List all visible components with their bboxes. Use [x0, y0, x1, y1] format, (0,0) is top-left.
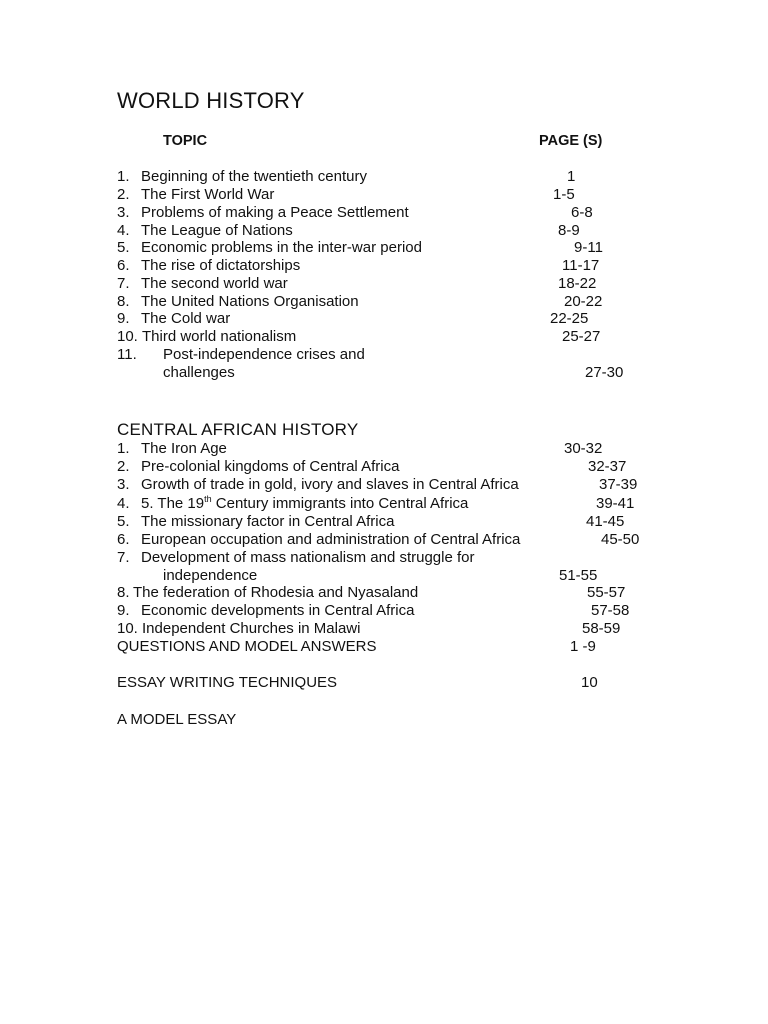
section-title-central-african-history: CENTRAL AFRICAN HISTORY: [117, 420, 359, 439]
pages-column-header: PAGE (S): [539, 133, 603, 149]
item-title: The missionary factor in Central Africa: [141, 513, 395, 530]
item-number: 6.: [117, 531, 130, 548]
item-title: Problems of making a Peace Settlement: [141, 204, 409, 221]
item-number: 3.: [117, 204, 130, 221]
item-pages: 11-17: [562, 257, 600, 274]
item-title: The federation of Rhodesia and Nyasaland: [133, 584, 419, 601]
item-number: 10.: [117, 328, 138, 345]
item-pages: 41-45: [586, 513, 625, 530]
item-number: 11.: [117, 346, 137, 363]
item-pages: 30-32: [564, 440, 603, 457]
item-pages: 20-22: [564, 293, 603, 310]
item-title: Post-independence crises and: [163, 346, 365, 363]
item-pages: 9-11: [574, 239, 603, 256]
ordinal-superscript: th: [204, 494, 212, 504]
section-title-world-history: WORLD HISTORY: [117, 88, 305, 113]
topic-column-header: TOPIC: [163, 133, 208, 149]
item-title-part: 5. The 19: [141, 495, 205, 512]
item-number: 2.: [117, 458, 130, 475]
item-title: Independent Churches in Malawi: [142, 620, 361, 637]
item-title: The Iron Age: [141, 440, 227, 457]
item-pages: 8-9: [558, 222, 580, 239]
item-pages: 39-41: [596, 495, 635, 512]
item-pages: 55-57: [587, 584, 626, 601]
item-title: The Cold war: [141, 310, 231, 327]
item-number: 5.: [117, 239, 130, 256]
item-pages: 10: [581, 674, 598, 691]
item-pages: 6-8: [571, 204, 593, 221]
item-pages: 1: [567, 168, 576, 185]
item-number: 9.: [117, 602, 130, 619]
item-title: Pre-colonial kingdoms of Central Africa: [141, 458, 400, 475]
item-number: 7.: [117, 275, 130, 292]
item-title: Beginning of the twentieth century: [141, 168, 367, 185]
item-number: 8.: [117, 584, 130, 601]
item-title: The second world war: [141, 275, 288, 292]
item-pages: 57-58: [591, 602, 630, 619]
item-title: The First World War: [141, 186, 275, 203]
item-pages: 25-27: [562, 328, 601, 345]
item-title: Third world nationalism: [142, 328, 297, 345]
item-number: 9.: [117, 310, 130, 327]
item-number: 2.: [117, 186, 130, 203]
item-title-continued: challenges: [163, 364, 235, 381]
item-number: 1.: [117, 440, 130, 457]
item-title: European occupation and administration of Central Africa: [141, 531, 521, 548]
item-title: Development of mass nationalism and struggle for: [141, 549, 475, 566]
item-title: The United Nations Organisation: [141, 293, 359, 310]
item-number: 5.: [117, 513, 130, 530]
item-pages: 37-39: [599, 476, 638, 493]
item-number: 4.: [117, 222, 130, 239]
item-pages: 27-30: [585, 364, 624, 381]
item-pages: 45-50: [601, 531, 640, 548]
item-pages: 1-5: [553, 186, 575, 203]
item-title: The League of Nations: [141, 222, 293, 239]
item-pages: 51-55: [559, 567, 598, 584]
item-number: 6.: [117, 257, 130, 274]
item-number: 4.: [117, 495, 130, 512]
questions-model-answers-label: QUESTIONS AND MODEL ANSWERS: [117, 638, 377, 655]
item-number: 8.: [117, 293, 130, 310]
item-pages: 22-25: [550, 310, 589, 327]
item-number: 7.: [117, 549, 130, 566]
item-pages: 32-37: [588, 458, 627, 475]
item-pages: 58-59: [582, 620, 621, 637]
essay-writing-techniques-label: ESSAY WRITING TECHNIQUES: [117, 674, 338, 691]
item-title-continued: independence: [163, 567, 258, 584]
item-title: [141, 496, 468, 511]
item-title: The rise of dictatorships: [141, 257, 301, 274]
item-title-part: Century immigrants into Central Africa: [211, 495, 469, 512]
item-pages: 1 -9: [570, 638, 596, 655]
item-number: 3.: [117, 476, 130, 493]
item-pages: 18-22: [558, 275, 597, 292]
item-number: 1.: [117, 168, 130, 185]
model-essay-label: A MODEL ESSAY: [117, 711, 237, 728]
item-title: Economic developments in Central Africa: [141, 602, 415, 619]
item-title: Economic problems in the inter-war period: [141, 239, 422, 256]
item-title: Growth of trade in gold, ivory and slaves in Central Africa: [141, 476, 519, 493]
item-number: 10.: [117, 620, 138, 637]
